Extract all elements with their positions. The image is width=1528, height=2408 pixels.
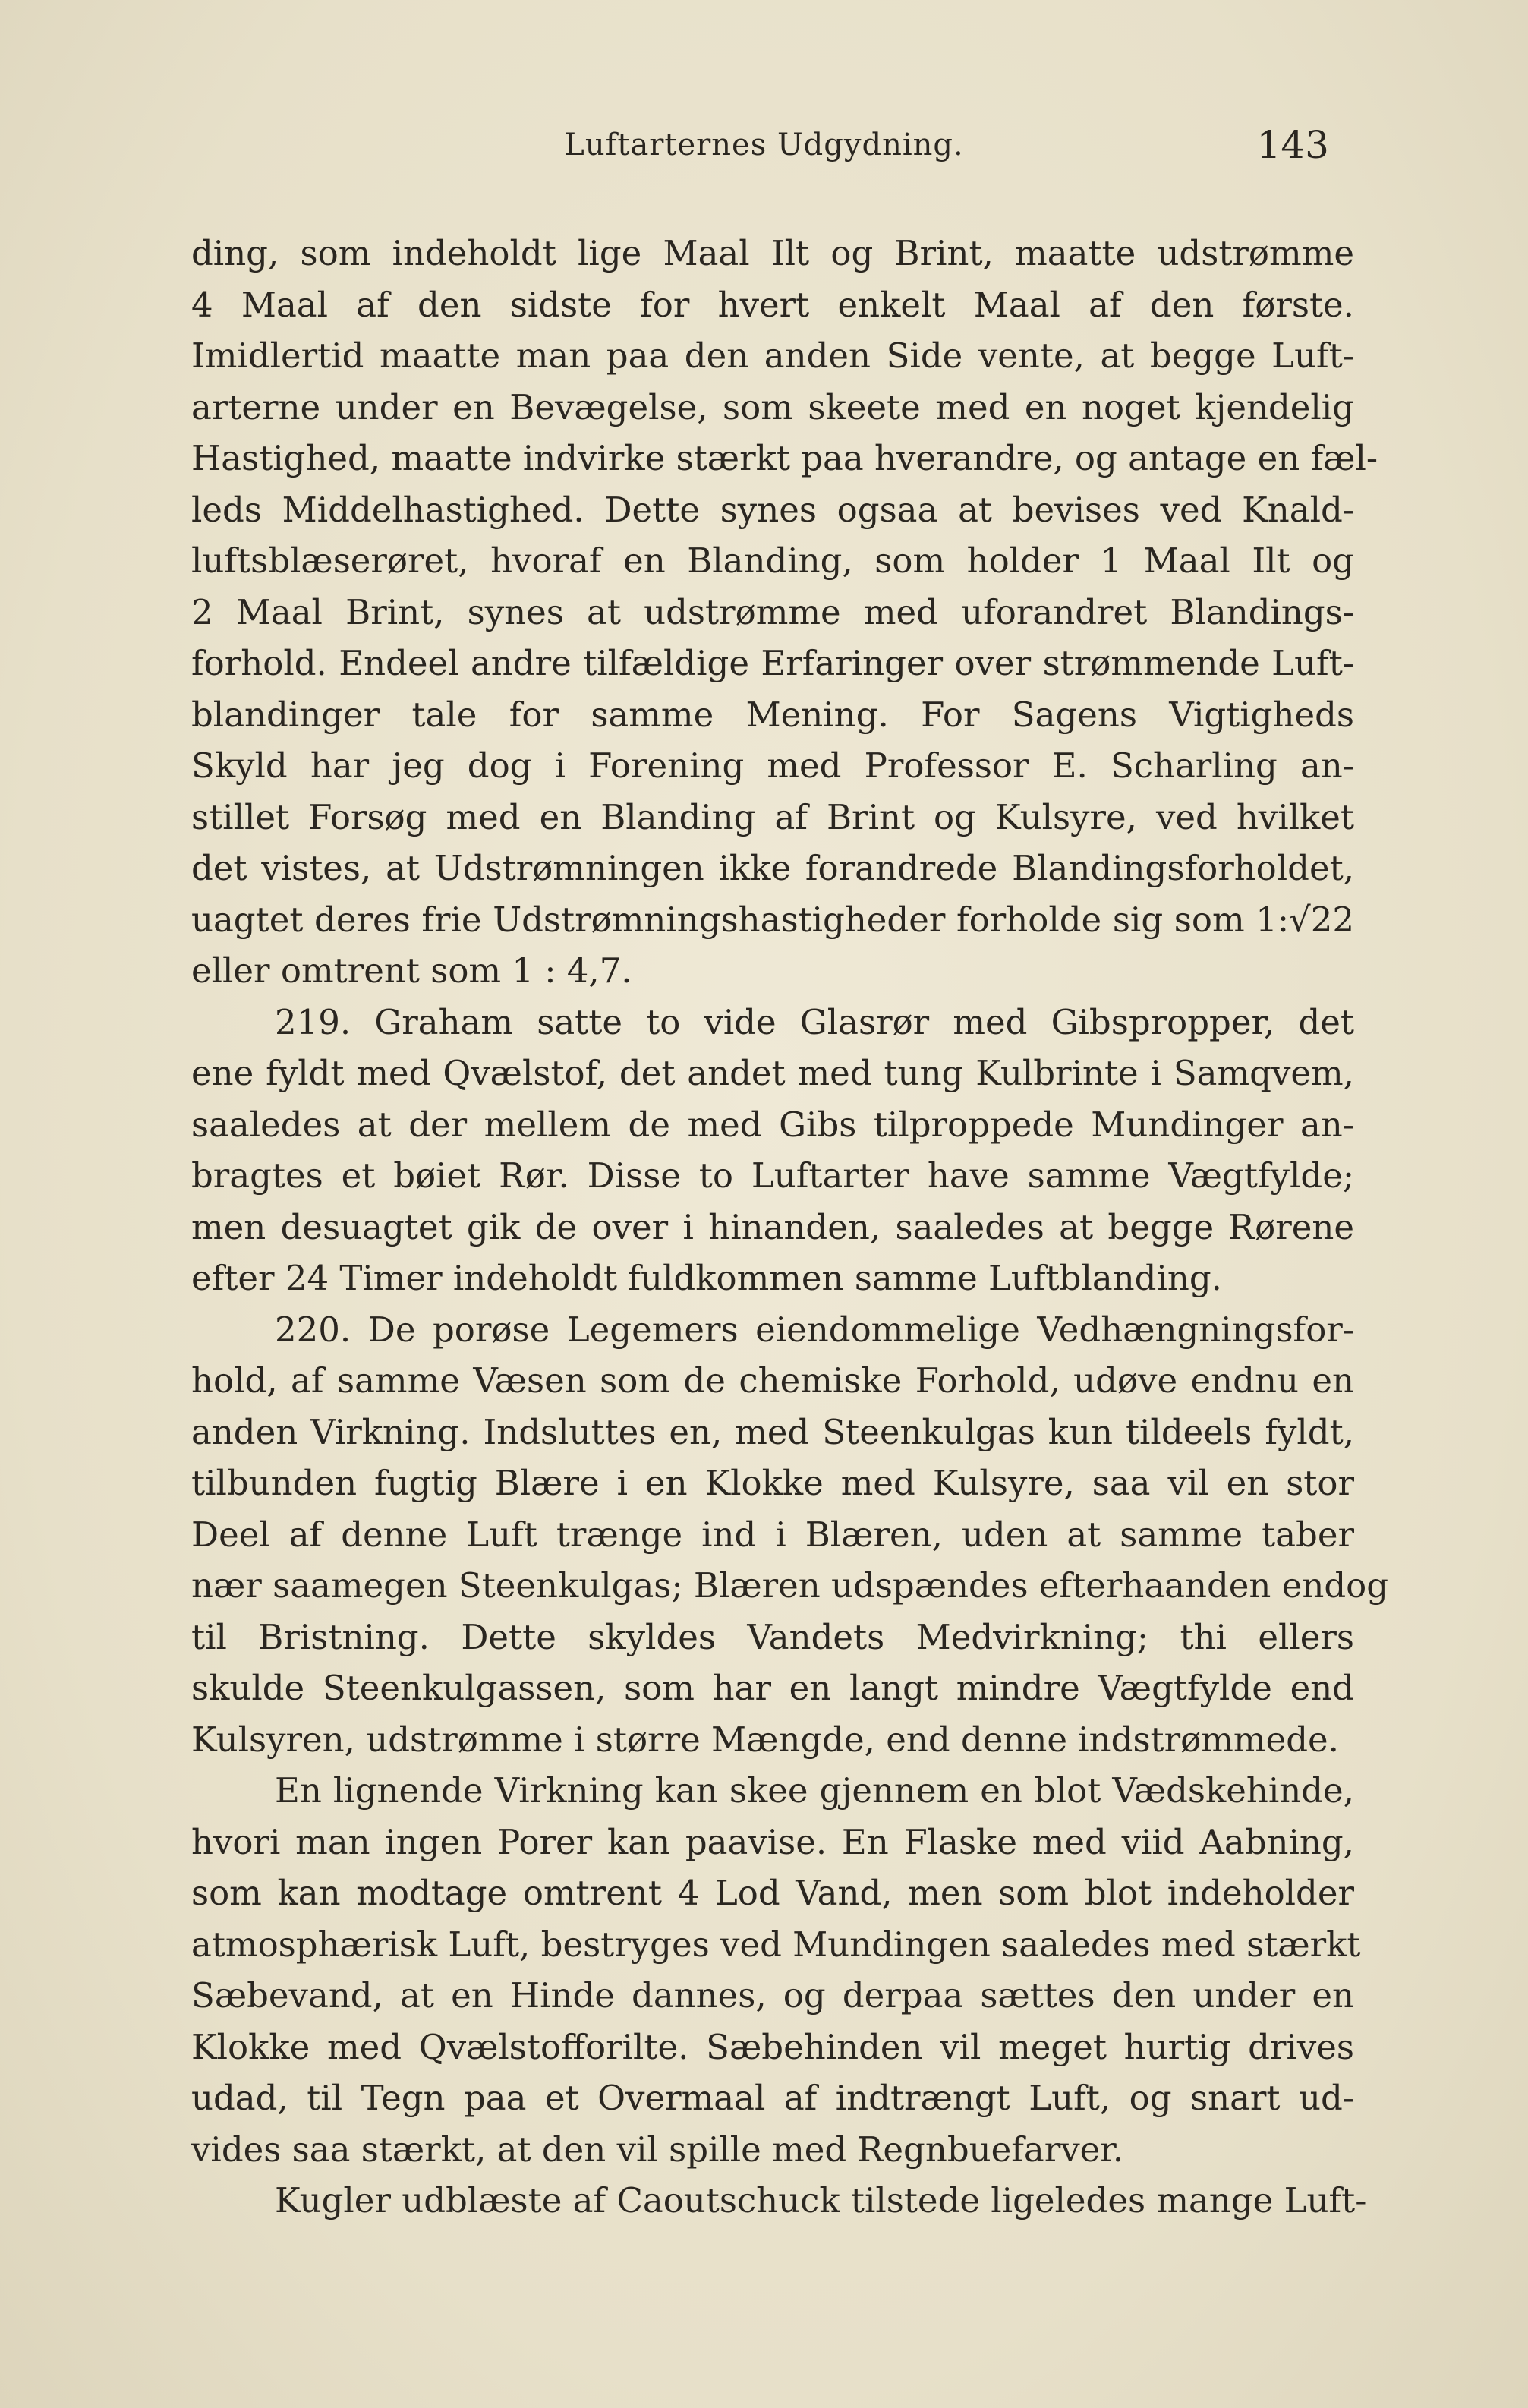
text-line: stillet Forsøg med en Blanding af Brint og Kulsyre, ved hvilket [191, 796, 1354, 837]
text-line: hvori man ingen Porer kan paavise. En Flaske med viid Aabning, [191, 1821, 1354, 1862]
text-line: Kulsyren, udstrømme i større Mængde, end denne indstrømmede. [191, 1719, 1339, 1760]
text-line: men desuagtet gik de over i hinanden, saaledes at begge Rørene [191, 1206, 1354, 1247]
text-line: Sæbevand, at en Hinde dannes, og derpaa sættes den under en [191, 1975, 1354, 2016]
text-line: blandinger tale for samme Mening. For Sagens Vigtigheds [191, 694, 1354, 735]
text-line: udad, til Tegn paa et Overmaal af indtrængt Luft, og snart ud- [191, 2078, 1354, 2118]
running-title: Luftarternes Udgydning. [564, 128, 964, 162]
text-line: bragtes et bøiet Rør. Disse to Luftarter have samme Vægtfylde; [191, 1155, 1354, 1196]
text-line: tilbunden fugtig Blære i en Klokke med Kulsyre, saa vil en stor [191, 1463, 1354, 1503]
text-line: Skyld har jeg dog i Forening med Professor E. Scharling an- [191, 745, 1354, 786]
text-line: som kan modtage omtrent 4 Lod Vand, men som blot indeholder [191, 1873, 1354, 1913]
text-line: vides saa stærkt, at den vil spille med Regnbuefarver. [191, 2129, 1124, 2170]
body-text [191, 228, 1389, 2227]
text-line: hold, af samme Væsen som de chemiske Forhold, udøve endnu en [191, 1360, 1354, 1401]
text-line: Klokke med Qvælstofforilte. Sæbehinden vil meget hurtig drives [191, 2026, 1354, 2067]
page-header [191, 123, 1337, 181]
text-line: Imidlertid maatte man paa den anden Side vente, at begge Luft- [191, 336, 1354, 376]
text-line: skulde Steenkulgassen, som har en langt mindre Vægtfylde end [191, 1668, 1354, 1708]
text-line: til Bristning. Dette skyldes Vandets Medvirkning; thi ellers [191, 1616, 1354, 1657]
text-line: 220. De porøse Legemers eiendommelige Vedhængningsfor- [275, 1309, 1354, 1350]
text-line: nær saamegen Steenkulgas; Blæren udspændes efterhaanden endog [191, 1565, 1389, 1606]
text-line: det vistes, at Udstrømningen ikke forandrede Blandingsforholdet, [191, 848, 1354, 888]
text-line: luftsblæserøret, hvoraf en Blanding, som holder 1 Maal Ilt og [191, 541, 1354, 581]
text-line: atmosphærisk Luft, bestryges ved Mundingen saaledes med stærkt [191, 1924, 1361, 1965]
text-line: anden Virkning. Indsluttes en, med Steenkulgas kun tildeels fyldt, [191, 1411, 1354, 1452]
text-line: Deel af denne Luft trænge ind i Blæren, uden at samme taber [191, 1514, 1354, 1555]
text-line: 219. Graham satte to vide Glasrør med Gibspropper, det [275, 1001, 1354, 1042]
text-line: leds Middelhastighed. Dette synes ogsaa at bevises ved Knald- [191, 489, 1354, 530]
text-line: ene fyldt med Qvælstof, det andet med tung Kulbrinte i Samqvem, [191, 1053, 1354, 1093]
text-line: eller omtrent som 1 : 4,7. [191, 950, 632, 991]
text-line: En lignende Virkning kan skee gjennem en blot Vædskehinde, [275, 1770, 1354, 1811]
text-line: Kugler udblæste af Caoutschuck tilstede ligeledes mange Luft- [275, 2180, 1367, 2220]
text-line: ding, som indeholdt lige Maal Ilt og Brint, maatte udstrømme [191, 233, 1354, 273]
text-line: efter 24 Timer indeholdt fuldkommen samme Luftblanding. [191, 1258, 1222, 1298]
text-line: saaledes at der mellem de med Gibs tilproppede Mundinger an- [191, 1104, 1354, 1145]
text-line: uagtet deres frie Udstrømningshastigheder forholde sig som 1:√22 [191, 899, 1354, 940]
text-line: forhold. Endeel andre tilfældige Erfaringer over strømmende Luft- [191, 643, 1354, 683]
text-line: arterne under en Bevægelse, som skeete med en noget kjendelig [191, 386, 1354, 427]
text-line: 2 Maal Brint, synes at udstrømme med uforandret Blandings- [191, 591, 1354, 632]
page-number: 143 [1256, 123, 1329, 167]
text-line: Hastighed, maatte indvirke stærkt paa hverandre, og antage en fæl- [191, 438, 1378, 478]
text-line: 4 Maal af den sidste for hvert enkelt Maal af den første. [191, 284, 1354, 325]
